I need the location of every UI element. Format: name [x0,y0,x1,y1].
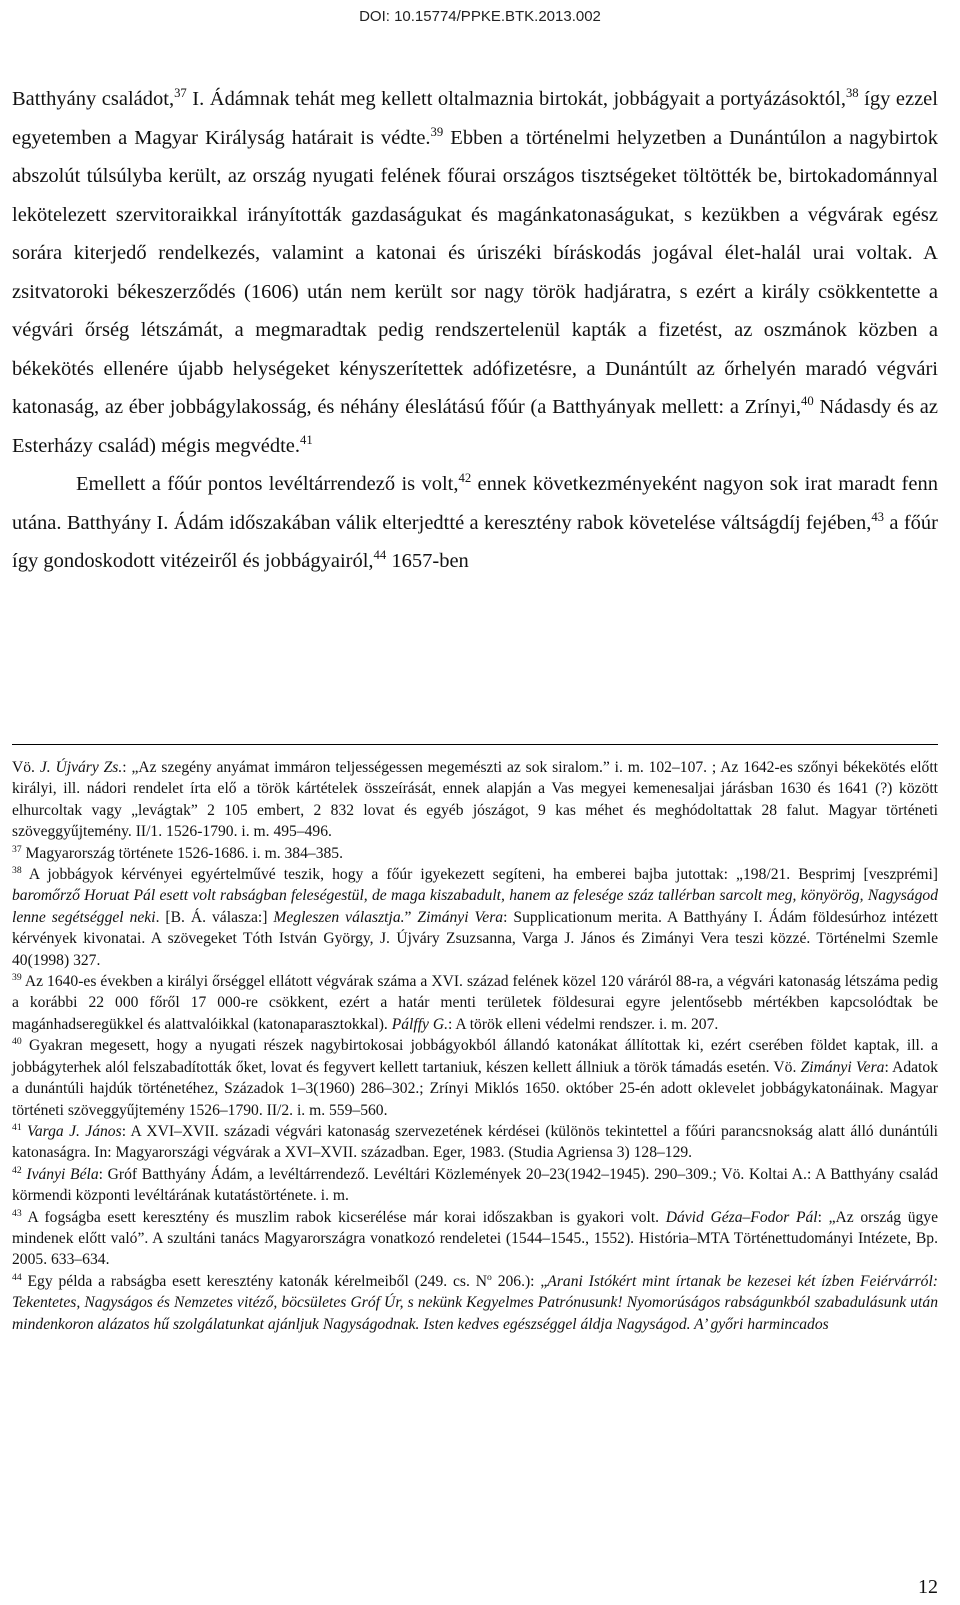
paragraph-1: Batthyány családot,$^{37}$ I. Ádámnak tehát meg kellett oltalmaznia birtokát, jobbágyait a portyázásoktól,$^{38}$ így ezzel egyetemben a Magyar Királyság határait is védte.$^{39}$ Ebben a történelmi helyzetben a Dunántúlon a nagybirtok abszolút túlsúlyba került, az ország nyugati felének főurai országos tisztségeket töltötték be, birtokadománnyal lekötelezett szervitoraikkal irányították gazdaságukat és magánkatonaságukat, s kezükben a végvárak egész sorára kiterjedő rendelkezés, valamint a katonai és úriszéki bíráskodás jogával élet-halál urai voltak. A zsitvatoroki békeszerződés (1606) után nem került sor nagy török hadjáratra, s ezért a király csökkentette a végvári őrség létszámát, a megmaradtak pedig rendszertelenül kapták a fizetést, az oszmánok közben a békekötés ellenére újabb helységeket kényszerítettek adófizetésre, a Dunántúlt az őrhelyén maradó végvári katonaság, az éber jobbágylakosság, és néhány éleslátású főúr (a Batthyányak mellett: a Zrínyi,$^{40}$ Nádasdy és az Esterházy család) mégis megvédte.$^{41}$ [12,86,938,457]
footnote-ref: 44 [373,548,387,563]
footnote-ref: 44 [12,1271,22,1283]
footnote-ref: 39 [430,124,444,139]
footnote-36-continued: Vö. J. Újváry Zs.: „Az szegény anyámat immáron teljességessen megemészti az sok siralom.” i. m. 102–107. ; Az 1642-es szőnyi békekötés előtt királyi, ill. nádori rendelet írta elő a török kártételek összeírását, ennek alapján a Vas megyei kemenesaljai járásban 1630 és 1641 (?) között elhurcoltak vagy „levágtak” 2 105 embert, 2 832 lovat és egyéb jószágot, 9 kas méhet és meghódoltattak 28 falut. Magyar történeti szöveggyűjtemény. II/1. 1526-1790. i. m. 495–496. [12,759,938,841]
footnote-ref: 40 [801,394,814,409]
footnote-ref: 37 [174,86,187,101]
footnote-41: $^{41}$ Varga J. János: A XVI–XVII. századi végvári katonaság szervezetének kérdései (különös tekintettel a főúri parancsnokság alatt álló dunántúli katonaságra. In: Magyarországi végvárak a XVI–XVII. században. Eger, 1983. (Studia Agriensa 3) 128–129. [12,1121,938,1162]
footnote-ref: 38 [12,864,22,876]
footnote-37: $^{37}$ Magyarország története 1526-1686. i. m. 384–385. [12,843,343,862]
footnote-ref: 43 [871,509,885,524]
footnote-44: $^{44}$ Egy példa a rabságba esett keresztény katonák kérelmeiből (249. cs. $N^o$ 206.): „Arani Istókért mint írtanak be kezesei két ízben Feiérvárról: Tekentetes, Nagyságos és Nemzetes vitéző, böcsületes Gróf Úr, s nekünk Kegyelmes Patrónusunk! Nyomorúságos rabságunkból szabadulásunk után mindenkoron alázatos hű szolgálatunkat ajánljuk Nagyságodnak. Isten kedves egészséggel áldja Nagyságod. A’ győri harmincados [12,1271,938,1333]
footnote-39: $^{39}$ Az 1640-es években a királyi őrséggel ellátott végvárak száma a XVI. század felének közel 120 váráról 88-ra, a végvári katonaság létszáma pedig a korábbi 22 000 főről 17 000-re csökkent, ezért a határ menti területek földesurai egyre jelentősebb mértékben kapcsolódtak be magánhadseregükkel és alattvalóikkal (katonaparasztokkal). Pálffy G.: A török elleni védelmi rendszer. i. m. 207. [12,971,938,1033]
footnote-ref: 42 [12,1164,22,1176]
footnote-ref: 37 [12,843,22,855]
footnote-38: $^{38}$ A jobbágyok kérvényei egyértelművé teszik, hogy a főúr igyekezett segíteni, ha emberei bajba jutottak: „198/21. Besprimj [veszprémi] baromőrző Horuat Pál esett volt rabságban feleségestül, de maga kiszabadult, hanem az felesége száz tallérban sarcolt meg, könyörög, Nagyságod lenne segétséggel neki. [B. Á. válasza:] Megleszen választja.” Zimányi Vera: Supplicationum merita. A Batthyány I. Ádám földesúrhoz intézett kérvények kivonatai. A szövegeket Tóth István György, J. Újváry Zsuzsanna, Varga J. János és Zimányi Vera teszi közzé. Történelmi Szemle 40(1998) 327. [12,864,938,969]
page-number: 12 [918,1576,938,1598]
footnotes [12,757,938,1335]
footnote-ref: 40 [12,1036,22,1048]
footnote-40: $^{40}$ Gyakran megesett, hogy a nyugati részek nagybirtokosai jobbágyokból állandó katonákat állítottak ki, ezért cserében földet kaptak, ill. a jobbágyterhek alól felszabadították őket, lovat és fegyvert kellett tartaniuk, készen kellett állniuk a török támadás esetén. Vö. Zimányi Vera: Adatok a dunántúli hajdúk történetéhez, Századok 1–3(1960) 286–302.; Zrínyi Miklós 1650. október 25-én adott oklevelet jobbágykatonáinak. Magyar történeti szöveggyűjtemény 1526–1790. II/2. i. m. 559–560. [12,1036,938,1119]
paragraph-2: Emellett a főúr pontos levéltárrendező is volt,$^{42}$ ennek következményeként nagyon sok irat maradt fenn utána. Batthyány I. Ádám időszakában válik elterjedtté a keresztény rabok követelése váltságdíj fejében,$^{43}$ a főúr így gondoskodott vitézeiről és jobbágyairól,$^{44}$ 1657-ben [12,471,938,572]
main-text [12,80,938,581]
doi-header: DOI: 10.15774/PPKE.BTK.2013.002 [359,8,601,25]
footnote-ref: 41 [12,1121,22,1133]
footnote-42: $^{42}$ Iványi Béla: Gróf Batthyány Ádám, a levéltárrendező. Levéltári Közlemények 20–23(1942–1945). 290–309.; Vö. Koltai A.: A Batthyány család körmendi központi levéltárának kutatástörténete. i. m. [12,1164,939,1205]
footnote-ref: 39 [12,971,22,983]
footnote-43: $^{43}$ A fogságba esett keresztény és muszlim rabok kicserélése már korai időszakban is gyakori volt. Dávid Géza–Fodor Pál: „Az ország ügye mindenek előtt való”. A szultáni tanács Magyarországra vonatkozó rendeletei (1544–1545., 1552). História–MTA Történettudományi Intézete, Bp. 2005. 633–634. [12,1207,939,1269]
footnote-ref: o [487,1271,492,1283]
footnote-ref: 43 [12,1207,22,1219]
footnote-ref: 38 [845,86,859,101]
footnote-ref: 41 [300,432,313,447]
footnote-ref: 42 [458,471,472,486]
footnote-separator [12,744,938,745]
